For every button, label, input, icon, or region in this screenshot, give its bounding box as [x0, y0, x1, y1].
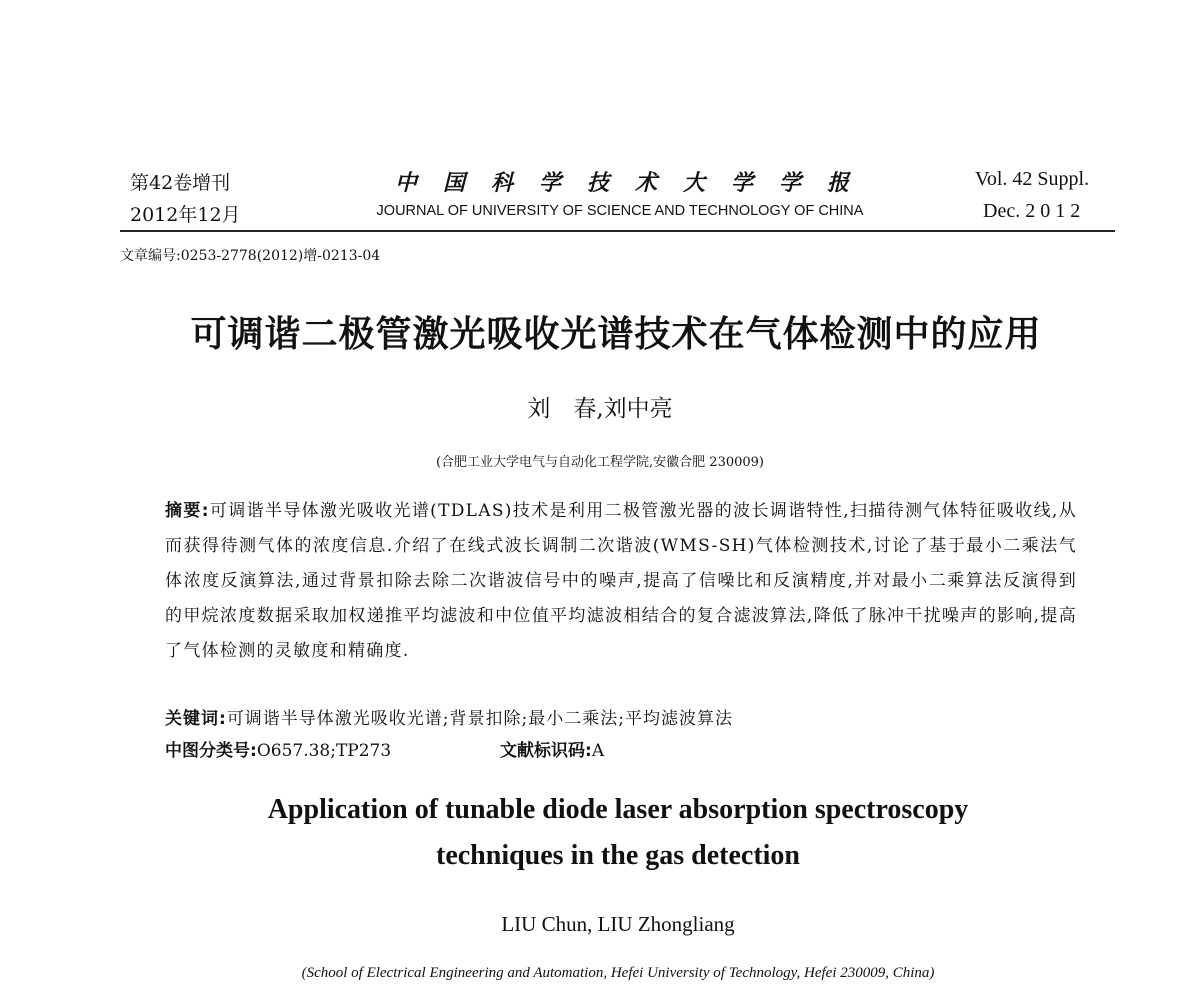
keywords-label: 关键词:: [165, 709, 227, 729]
affiliation-cn: (合肥工业大学电气与自动化工程学院,安徽合肥 230009): [435, 455, 765, 470]
keywords: [165, 704, 733, 729]
abstract-text: 可调谐半导体激光吸收光谱(TDLAS)技术是利用二极管激光器的波长调谐特性,扫描待测气体特征吸收线,从而获得待测气体的浓度信息.介绍了在线式波长调制二次谐波(WMS-SH)气体检测技术,讨论了基于最小二乘法气体浓度反演算法,通过背景扣除去除二次谐波信号中的噪声,提高了信噪比和反演精度,并对最小二乘算法反演得到的甲烷浓度数据采取加权递推平均滤波和中位值平均滤波相结合的复合滤波算法,降低了脉冲干扰噪声的影响,提高了气体检测的灵敏度和精确度.: [165, 501, 1077, 661]
date-en: Dec. 2 0 1 2: [983, 200, 1081, 222]
title-cn: 可调谐二极管激光吸收光谱技术在气体检测中的应用: [190, 314, 1042, 355]
article-number: 文章编号:0253-2778(2012)增-0213-04: [120, 248, 381, 264]
clc-label: 中图分类号:: [165, 741, 257, 761]
doc-code-text: A: [591, 741, 605, 761]
document-code: [500, 736, 604, 761]
doc-code-label: 文献标识码:: [500, 741, 592, 761]
volume-cn: 第42卷增刊: [130, 172, 231, 194]
authors-cn: 刘 春,刘中亮: [527, 396, 673, 422]
journal-name-en: JOURNAL OF UNIVERSITY OF SCIENCE AND TECHNOLOGY OF CHINA: [376, 203, 864, 219]
journal-name-cn: 中国科学技术大学学报: [395, 170, 876, 196]
keywords-text: 可调谐半导体激光吸收光谱;背景扣除;最小二乘法;平均滤波算法: [226, 709, 733, 729]
abstract: [165, 494, 1077, 669]
authors-en: LIU Chun, LIU Zhongliang: [501, 912, 735, 936]
volume-en: Vol. 42 Suppl.: [975, 168, 1090, 190]
affiliation-en: (School of Electrical Engineering and Automation, Hefei University of Technology, Hefei 230009, China): [301, 965, 935, 981]
clc-number: [165, 736, 391, 761]
title-en-line2: techniques in the gas detection: [436, 840, 800, 871]
title-en-line1: Application of tunable diode laser absorption spectroscopy: [267, 794, 969, 825]
abstract-label: 摘要:: [165, 501, 210, 521]
header-rule: [120, 230, 1115, 232]
clc-text: O657.38;TP273: [256, 741, 392, 761]
date-cn: 2012年12月: [130, 204, 241, 226]
